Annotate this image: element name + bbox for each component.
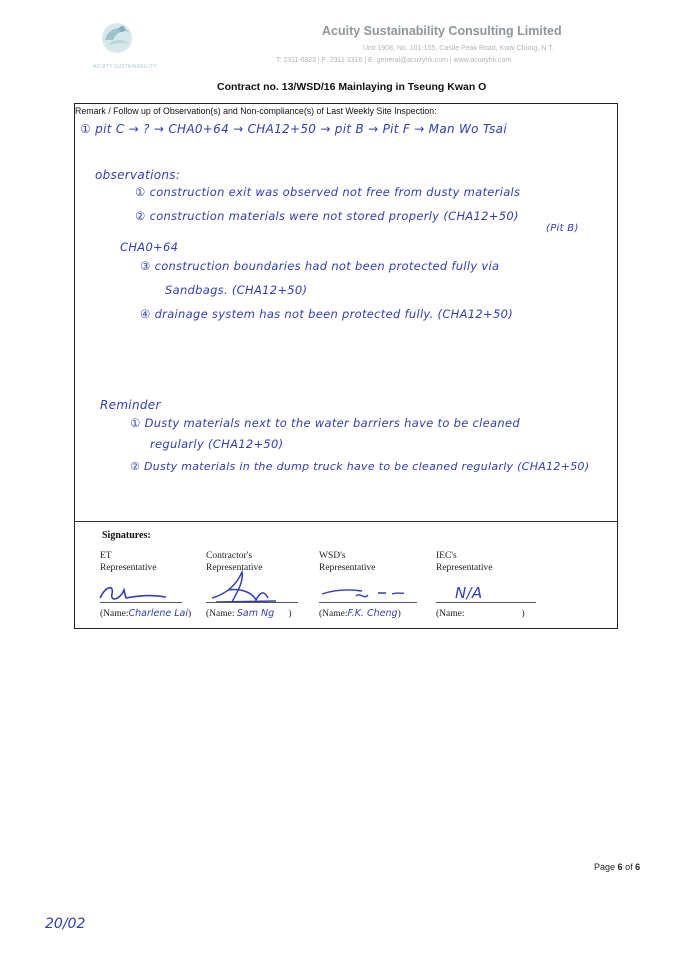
observation-2-location: CHA0+64 <box>120 240 179 254</box>
iec-name-field: (Name: ) <box>436 609 525 619</box>
reminder-heading: Reminder <box>100 398 161 412</box>
reminder-1-continued: regularly (CHA12+50) <box>150 437 284 451</box>
handwritten-date: 20/02 <box>45 916 86 932</box>
wsd-signature-line <box>319 602 417 603</box>
contract-title: Contract no. 13/WSD/16 Mainlaying in Tseung Kwan O <box>217 81 487 93</box>
et-name-value: Charlene Lai <box>128 608 189 619</box>
observation-2-note: (Pit B) <box>546 223 579 234</box>
observation-3-continued: Sandbags. (CHA12+50) <box>165 283 308 297</box>
company-logo <box>96 18 138 64</box>
wsd-representative-label: WSD's Representative <box>319 551 376 573</box>
observation-4: ④ drainage system has not been protected fully. (CHA12+50) <box>140 307 513 321</box>
wsd-signature <box>318 584 408 604</box>
company-address: Unit 1908, No. 101-105, Castle Peak Road, Kwai Chung, N.T. <box>363 45 554 52</box>
wsd-name-field: (Name:F.K. Cheng) <box>319 608 401 619</box>
reminder-2: ② Dusty materials in the dump truck have to be cleaned regularly (CHA12+50) <box>130 460 590 473</box>
observation-1: ① construction exit was observed not free from dusty materials <box>135 185 521 199</box>
et-name-field: (Name:Charlene Lai) <box>100 608 192 619</box>
company-contact: T: 2311 6823 | F: 2311 3316 | E: general@acuityhk.com | www.acuityhk.com <box>276 57 512 64</box>
et-signature-line <box>100 602 182 603</box>
inspection-route: ① pit C → ? → CHA0+64 → CHA12+50 → pit B → Pit F → Man Wo Tsai <box>80 122 507 136</box>
signatures-title: Signatures: <box>102 530 151 541</box>
contractor-name-field: (Name: Sam Ng ) <box>206 608 292 619</box>
iec-signature-line <box>436 602 536 603</box>
contractor-representative-label: Contractor's Representative <box>206 551 263 573</box>
contractor-name-value: Sam Ng <box>236 608 275 619</box>
contractor-signature-line <box>206 602 298 603</box>
logo-caption: ACUITY SUSTAINABILITY <box>93 64 157 70</box>
observation-3: ③ construction boundaries had not been protected fully via <box>140 259 500 273</box>
signature-divider <box>75 521 617 522</box>
remarks-header: Remark / Follow up of Observation(s) and Non-compliance(s) of Last Weekly Site Inspection: <box>75 106 437 116</box>
observations-heading: observations: <box>95 168 181 182</box>
page-number: Page 6 of 6 <box>594 862 641 872</box>
iec-representative-label: IEC's Representative <box>436 551 493 573</box>
contractor-signature <box>206 568 286 606</box>
company-name: Acuity Sustainability Consulting Limited <box>322 24 562 38</box>
wsd-name-value: F.K. Cheng <box>347 608 398 619</box>
observation-2: ② construction materials were not stored properly (CHA12+50) <box>135 209 519 223</box>
reminder-1: ① Dusty materials next to the water barriers have to be cleaned <box>130 416 520 430</box>
et-representative-label: ET Representative <box>100 551 157 573</box>
iec-signature: N/A <box>455 584 483 602</box>
